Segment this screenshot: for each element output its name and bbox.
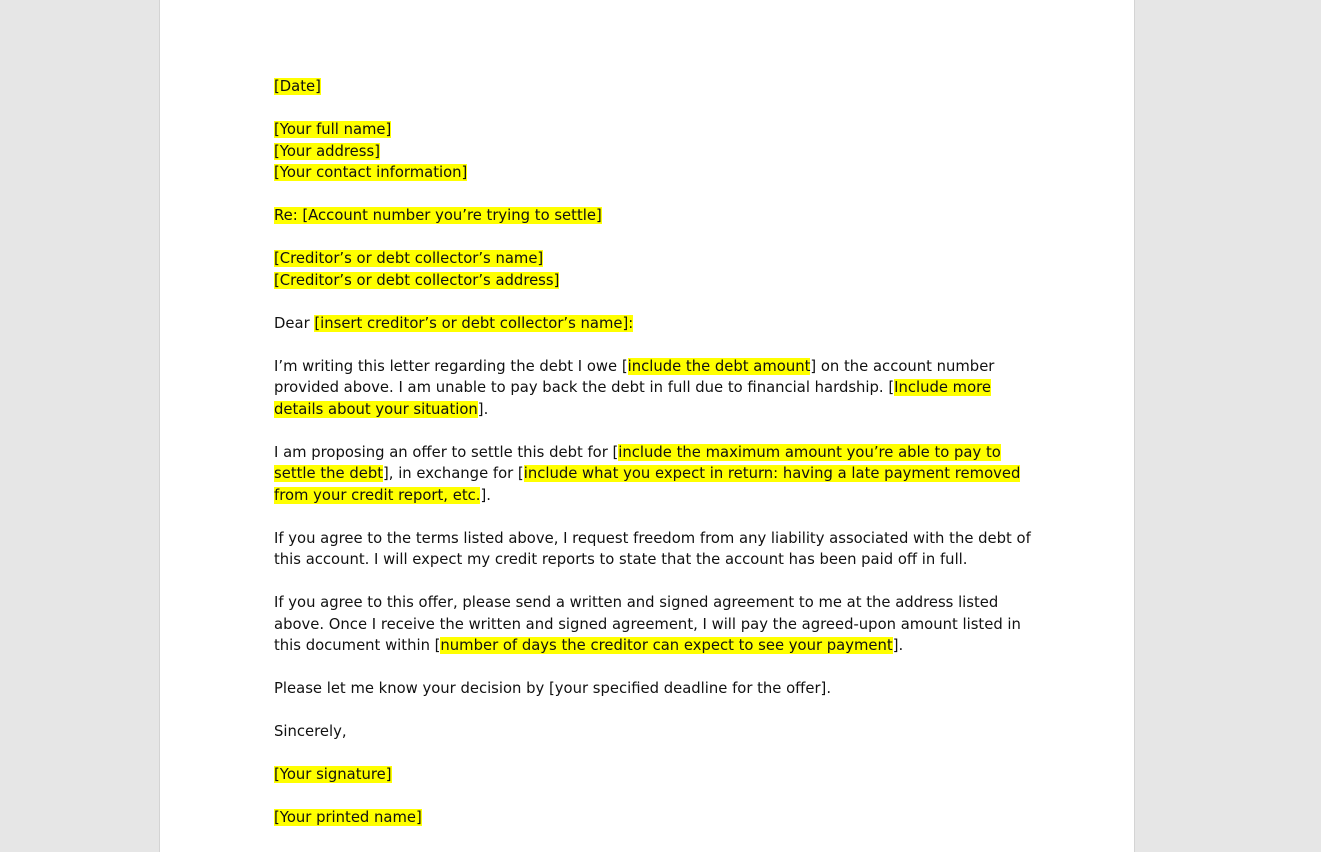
signature-placeholder: [Your signature]: [274, 766, 392, 783]
document-page: [159, 0, 1135, 852]
printed-name-placeholder: [Your printed name]: [274, 809, 422, 826]
creditor-address-placeholder: [Creditor’s or debt collector’s address]: [274, 271, 560, 289]
re-line-paragraph: [274, 205, 1034, 227]
paragraph-deadline: [274, 678, 1034, 700]
closing-sincerely: [274, 721, 1034, 743]
p3-text: If you agree to the terms listed above, I request freedom from any liability associated with the debt of this account. I will expect my credit reports to state that the account has been paid off in full.: [274, 529, 1031, 568]
creditor-name-placeholder: [Creditor’s or debt collector’s name]: [274, 250, 544, 267]
paragraph-settlement-offer: [274, 442, 1034, 507]
sender-block: [274, 119, 1034, 184]
address-placeholder: [Your address]: [274, 142, 380, 160]
date-paragraph: [274, 76, 1034, 98]
situation-details-placeholder: Include more details about your situation: [274, 379, 992, 418]
letter-body[interactable]: [274, 76, 1034, 850]
printed-name-paragraph: [274, 807, 1034, 829]
p2-text-1: I am proposing an offer to settle this debt for [: [274, 443, 619, 461]
recipient-block: [274, 248, 1034, 291]
max-amount-placeholder: include the maximum amount you’re able to pay to settle the debt: [274, 443, 1001, 482]
salutation-dear: Dear: [274, 314, 315, 332]
expected-return-placeholder: include what you expect in return: having a late payment removed from your credit report, etc.: [274, 465, 1021, 504]
p1-text-2: ] on the account number provided above. I am unable to pay back the debt in full due to financial hardship. [: [274, 357, 995, 396]
salutation-name-placeholder: [insert creditor’s or debt collector’s name]:: [314, 314, 634, 332]
p2-text-2: ], in exchange for [: [383, 465, 524, 482]
p5-text: Please let me know your decision by [your specified deadline for the offer].: [274, 680, 832, 697]
debt-amount-placeholder: include the debt amount: [627, 357, 811, 375]
paragraph-debt-description: [274, 356, 1034, 421]
date-placeholder: [Date]: [274, 78, 321, 95]
paragraph-liability: [274, 528, 1034, 571]
payment-days-placeholder: number of days the creditor can expect to see your payment: [440, 637, 893, 654]
p4-text-1: If you agree to this offer, please send a written and signed agreement to me at the address listed above. Once I receive the written and signed agreement, I will pay the agreed-upon amount listed in this document within [: [274, 594, 1021, 654]
full-name-placeholder: [Your full name]: [274, 121, 392, 138]
sincerely-text: Sincerely,: [274, 723, 347, 740]
p1-text-1: I’m writing this letter regarding the debt I owe [: [274, 357, 628, 375]
re-line: Re: [Account number you’re trying to settle]: [274, 207, 602, 224]
p4-text-2: ].: [892, 637, 904, 654]
p2-text-3: ].: [480, 486, 491, 504]
salutation: [274, 313, 1034, 335]
paragraph-agreement: [274, 592, 1034, 657]
contact-placeholder: [Your contact information]: [274, 164, 468, 181]
p1-text-3: ].: [477, 400, 489, 418]
signature-paragraph: [274, 764, 1034, 786]
